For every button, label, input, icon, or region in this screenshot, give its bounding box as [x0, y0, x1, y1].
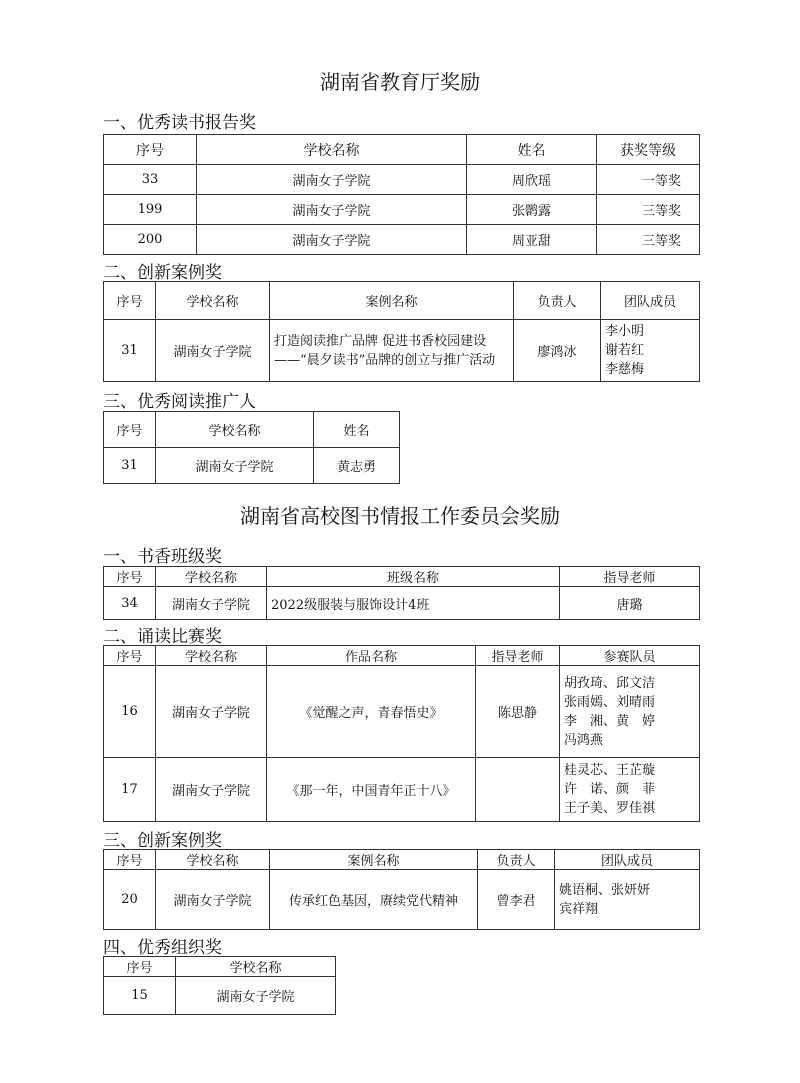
col-header: 案例名称	[270, 282, 514, 320]
col-header: 学校名称	[156, 567, 267, 587]
table-header-row	[104, 282, 700, 320]
cell-school: 湖南女子学院	[156, 587, 267, 620]
cell-case-name: 打造阅读推广品牌 促进书香校园建设——“晨夕读书”品牌的创立与推广活动	[270, 320, 514, 382]
col-header: 获奖等级	[597, 135, 700, 165]
col-header: 团队成员	[601, 282, 700, 320]
cell-class-name: 2022级服装与服饰设计4班	[267, 587, 560, 620]
col-header: 班级名称	[267, 567, 560, 587]
cell-school: 湖南女子学院	[197, 165, 467, 195]
section-title-organization-award: 四、优秀组织奖	[103, 938, 222, 958]
table-row	[104, 195, 700, 225]
cell-school: 湖南女子学院	[156, 666, 267, 758]
table-row	[104, 320, 700, 382]
cell-leader: 曾李君	[478, 870, 555, 930]
cell-leader: 廖鸿冰	[514, 320, 601, 382]
cell-index: 15	[104, 977, 176, 1015]
section-title-innovation-case-2: 三、创新案例奖	[103, 831, 222, 851]
class-award-table	[103, 566, 700, 620]
col-header: 学校名称	[156, 412, 314, 448]
section-title-recitation: 二、诵读比赛奖	[103, 627, 222, 647]
cell-index: 199	[104, 195, 197, 225]
cell-award: 三等奖	[597, 195, 700, 225]
cell-school: 湖南女子学院	[197, 225, 467, 255]
table-header-row	[104, 135, 700, 165]
cell-school: 湖南女子学院	[156, 870, 270, 930]
col-header: 姓名	[467, 135, 597, 165]
col-header: 学校名称	[197, 135, 467, 165]
cell-school: 湖南女子学院	[197, 195, 467, 225]
table-header-row	[104, 412, 400, 448]
cell-name: 张鹮露	[467, 195, 597, 225]
cell-case-name: 传承红色基因，赓续党代精神	[270, 870, 478, 930]
table-header-row	[104, 567, 700, 587]
col-header: 序号	[104, 646, 156, 666]
cell-work-name: 《觉醒之声，青春悟史》	[267, 666, 476, 758]
cell-index: 31	[104, 448, 156, 484]
cell-team-members: 桂灵芯、王芷璇 许 诺、颜 菲 王子美、罗佳祺	[560, 758, 700, 822]
cell-award: 三等奖	[597, 225, 700, 255]
cell-name: 周亚甜	[467, 225, 597, 255]
organization-award-table	[103, 956, 336, 1015]
cell-name: 黄志勇	[314, 448, 400, 484]
table-header-row	[104, 646, 700, 666]
col-header: 姓名	[314, 412, 400, 448]
col-header: 指导老师	[476, 646, 560, 666]
col-header: 学校名称	[156, 282, 270, 320]
table-row	[104, 165, 700, 195]
col-header: 学校名称	[156, 646, 267, 666]
table-row	[104, 225, 700, 255]
col-header: 序号	[104, 135, 197, 165]
col-header: 负责人	[478, 850, 555, 870]
section-title-class-award: 一、书香班级奖	[103, 547, 222, 567]
table-row	[104, 870, 700, 930]
col-header: 负责人	[514, 282, 601, 320]
cell-teacher: 唐璐	[560, 587, 700, 620]
col-header: 序号	[104, 282, 156, 320]
innovation-case-table-2	[103, 849, 700, 930]
table-row	[104, 587, 700, 620]
table-row	[104, 758, 700, 822]
table-header-row	[104, 957, 336, 977]
col-header: 作品名称	[267, 646, 476, 666]
table-row	[104, 977, 336, 1015]
cell-school: 湖南女子学院	[156, 758, 267, 822]
page-title-university-library: 湖南省高校图书情报工作委员会奖励	[240, 504, 560, 528]
cell-index: 33	[104, 165, 197, 195]
col-header: 学校名称	[156, 850, 270, 870]
cell-index: 31	[104, 320, 156, 382]
section-title-reading-promoter: 三、优秀阅读推广人	[103, 392, 256, 412]
table-row	[104, 666, 700, 758]
cell-team-members: 姚语桐、张妍妍 宾祥翔	[555, 870, 700, 930]
recitation-table	[103, 645, 700, 822]
col-header: 学校名称	[176, 957, 336, 977]
reading-promoter-table	[103, 411, 400, 484]
cell-index: 17	[104, 758, 156, 822]
page-title-education-dept: 湖南省教育厅奖励	[320, 70, 480, 94]
cell-teacher: 陈思静	[476, 666, 560, 758]
cell-index: 16	[104, 666, 156, 758]
cell-index: 20	[104, 870, 156, 930]
table-header-row	[104, 850, 700, 870]
cell-teacher	[476, 758, 560, 822]
col-header: 序号	[104, 957, 176, 977]
innovation-case-table	[103, 281, 700, 382]
reading-report-table	[103, 134, 700, 255]
col-header: 序号	[104, 567, 156, 587]
cell-school: 湖南女子学院	[156, 448, 314, 484]
col-header: 指导老师	[560, 567, 700, 587]
cell-award: 一等奖	[597, 165, 700, 195]
cell-team-members: 胡孜琦、邱文洁 张雨嫣、刘晴雨 李 湘、黄 婷 冯鸿燕	[560, 666, 700, 758]
cell-school: 湖南女子学院	[156, 320, 270, 382]
col-header: 序号	[104, 850, 156, 870]
cell-team-members: 李小明 谢若红 李慈梅	[601, 320, 700, 382]
section-title-innovation-case: 二、创新案例奖	[103, 263, 222, 283]
cell-index: 34	[104, 587, 156, 620]
col-header: 团队成员	[555, 850, 700, 870]
cell-index: 200	[104, 225, 197, 255]
cell-name: 周欣瑶	[467, 165, 597, 195]
col-header: 案例名称	[270, 850, 478, 870]
col-header: 参赛队员	[560, 646, 700, 666]
col-header: 序号	[104, 412, 156, 448]
table-row	[104, 448, 400, 484]
cell-school: 湖南女子学院	[176, 977, 336, 1015]
section-title-reading-report: 一、优秀读书报告奖	[103, 113, 256, 133]
cell-work-name: 《那一年，中国青年正十八》	[267, 758, 476, 822]
